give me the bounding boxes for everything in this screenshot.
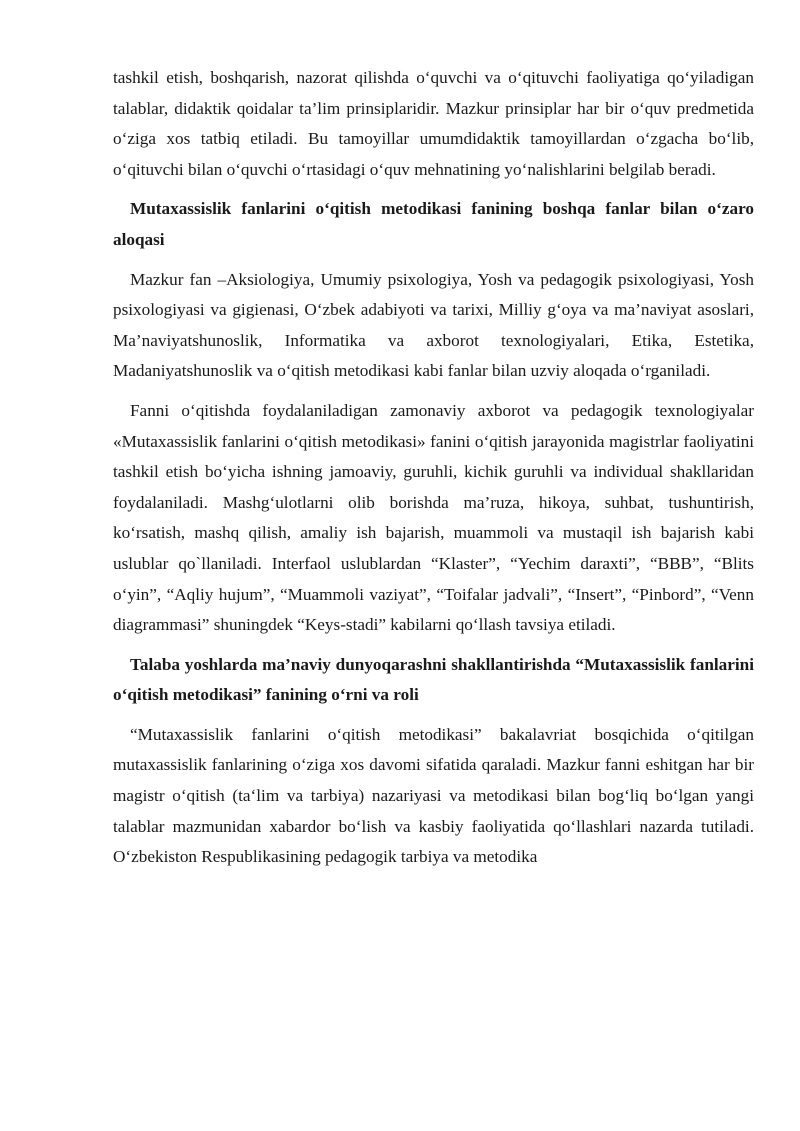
section-heading-interdisciplinary: Mutaxassislik fanlarini o‘qitish metodikasi fanining boshqa fanlar bilan o‘zaro aloqasi <box>113 199 754 249</box>
paragraph-teaching-methods: Fanni o‘qitishda foydalaniladigan zamonaviy axborot va pedagogik texnologiyalar «Mutaxassislik fanlarini o‘qitish metodikasi» fanini o‘qitish jarayonida magistrlar faoliyatini tashkil etish bo‘yicha ishning jamoaviy, guruhli, kichik guruhli va individual shakllaridan foydalaniladi. Mashg‘ulotlarni olib borishda ma’ruza, hikoya, suhbat, tushuntirish, ko‘rsatish, mashq qilish, amaliy ish bajarish, muammoli va mustaqil ish bajarish kabi uslublar qo`llaniladi. Interfaol uslublardan “Klaster”, “Yechim daraxti”, “BBB”, “Blits o‘yin”, “Aqliy hujum”, “Muammoli vaziyat”, “Toifalar jadvali”, “Insert”, “Pinbord”, “Venn diagrammasi” shuningdek “Keys-stadi” kabilarni qo‘llash tavsiya etiladi. <box>113 400 754 635</box>
paragraph-course-continuation: “Mutaxassislik fanlarini o‘qitish metodikasi” bakalavriat bosqichida o‘qitilgan mutaxassislik fanlarining o‘ziga xos davomi sifatida qaraladi. Mazkur fanni eshitgan har bir magistr o‘qitish (ta‘lim va tarbiya) nazariyasi va metodikasi bilan bog‘liq bo‘lgan yangi talablar mazmunidan xabardor bo‘lish va kasbiy faoliyatida qo‘llashlari nazarda tutiladi. O‘zbekiston Respublikasining pedagogik tarbiya va metodika <box>113 724 754 867</box>
section-heading-role: Talaba yoshlarda ma’naviy dunyoqarashni shakllantirishda “Mutaxassislik fanlarini o‘qitish metodikasi” fanining o‘rni va roli <box>113 654 754 705</box>
document-page <box>113 63 754 882</box>
paragraph-related-disciplines: Mazkur fan –Aksiologiya, Umumiy psixologiya, Yosh va pedagogik psixologiyasi, Yosh psixologiyasi va gigienasi, O‘zbek adabiyoti va tarixi, Milliy g‘oya va ma’naviyat asoslari, Ma’naviyatshunoslik, Informatika va axborot texnologiyalari, Etika, Estetika, Madaniyatshunoslik va o‘qitish metodikasi kabi fanlar bilan uzviy aloqada o‘rganiladi. <box>113 269 754 381</box>
paragraph-intro: tashkil etish, boshqarish, nazorat qilishda o‘quvchi va o‘qituvchi faoliyatiga qo‘yiladigan talablar, didaktik qoidalar ta’lim prinsiplaridir. Mazkur prinsiplar har bir o‘quv predmetida o‘ziga xos tatbiq etiladi. Bu tamoyillar umumdidaktik tamoyillardan o‘zgacha bo‘lib, o‘qituvchi bilan o‘quvchi o‘rtasidagi o‘quv mehnatining yo‘nalishlarini belgilab beradi. <box>113 68 754 179</box>
